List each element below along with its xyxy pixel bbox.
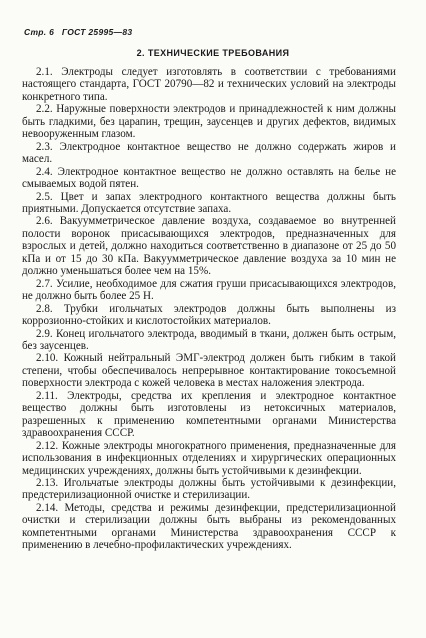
clause-2-10: 2.10. Кожный нейтральный ЭМГ-электрод должен быть гибким в такой степени, чтобы обеспечивалось непрерывное контактирование токосъемной поверхности электрода с кожей человека в местах наложения электрода. <box>22 352 396 390</box>
clause-2-6: 2.6. Вакуумметрическое давление воздуха, создаваемое во внутренней полости воронок присасывающихся электродов, предназначенных для взрослых и детей, должно находиться соответственно в диапазоне от 25 до 50 кПа и от 15 до 30 кПа. Вакуумметрическое давление воздуха за 10 мин не должно уменьшаться более чем на 15%. <box>22 215 396 278</box>
requirements-body <box>22 66 396 552</box>
clause-2-12: 2.12. Кожные электроды многократного применения, предназначенные для использования в инфекционных отделениях и хирургических операционных медицинских учреждениях, должны быть устойчивыми к дезинфекции. <box>22 439 396 477</box>
section-title: 2. ТЕХНИЧЕСКИЕ ТРЕБОВАНИЯ <box>136 48 290 58</box>
clause-2-3: 2.3. Электродное контактное вещество не должно содержать жиров и масел. <box>22 140 396 166</box>
clause-2-5: 2.5. Цвет и запах электродного контактного вещества должны быть приятными. Допускается отсутствие запаха. <box>22 190 396 215</box>
clause-2-7: 2.7. Усилие, необходимое для сжатия груши присасывающихся электродов, не должно быть более 25 Н. <box>22 277 396 303</box>
page-number-label: Стр. 6 <box>24 27 55 37</box>
clause-2-14: 2.14. Методы, средства и режимы дезинфекции, предстерилизационной очистки и стерилизации должны быть выбраны из рекомендованных компетентными органами Министерства здравоохранения СССР к применению в лечебно-профилактических учреждениях. <box>22 501 396 552</box>
clause-2-4: 2.4. Электродное контактное вещество не должно оставлять на белье не смываемых водой пятен. <box>22 165 396 191</box>
running-header <box>24 27 137 37</box>
clause-2-11: 2.11. Электроды, средства их крепления и электродное контактное вещество должны быть изготовлены из нетоксичных материалов, разрешенных к применению компетентными органами Министерства здравоохранения СССР. <box>22 389 396 440</box>
clause-2-2: 2.2. Наружные поверхности электродов и принадлежностей к ним должны быть гладкими, без царапин, трещин, заусенцев и других дефектов, видимых невооруженным глазом. <box>22 103 396 141</box>
standard-code: ГОСТ 25995—83 <box>61 27 133 37</box>
clause-2-13: 2.13. Игольчатые электроды должны быть устойчивыми к дезинфекции, предстерилизационной очистке и стерилизации. <box>22 476 396 502</box>
clause-2-8: 2.8. Трубки игольчатых электродов должны быть выполнены из коррозионно-стойких и кислотостойких материалов. <box>22 302 396 328</box>
clause-2-1: 2.1. Электроды следует изготовлять в соответствии с требованиями настоящего стандарта, ГОСТ 20790—82 и технических условий на электроды конкретного типа. <box>22 66 396 103</box>
clause-2-9: 2.9. Конец игольчатого электрода, вводимый в ткани, должен быть острым, без заусенцев. <box>22 327 396 352</box>
